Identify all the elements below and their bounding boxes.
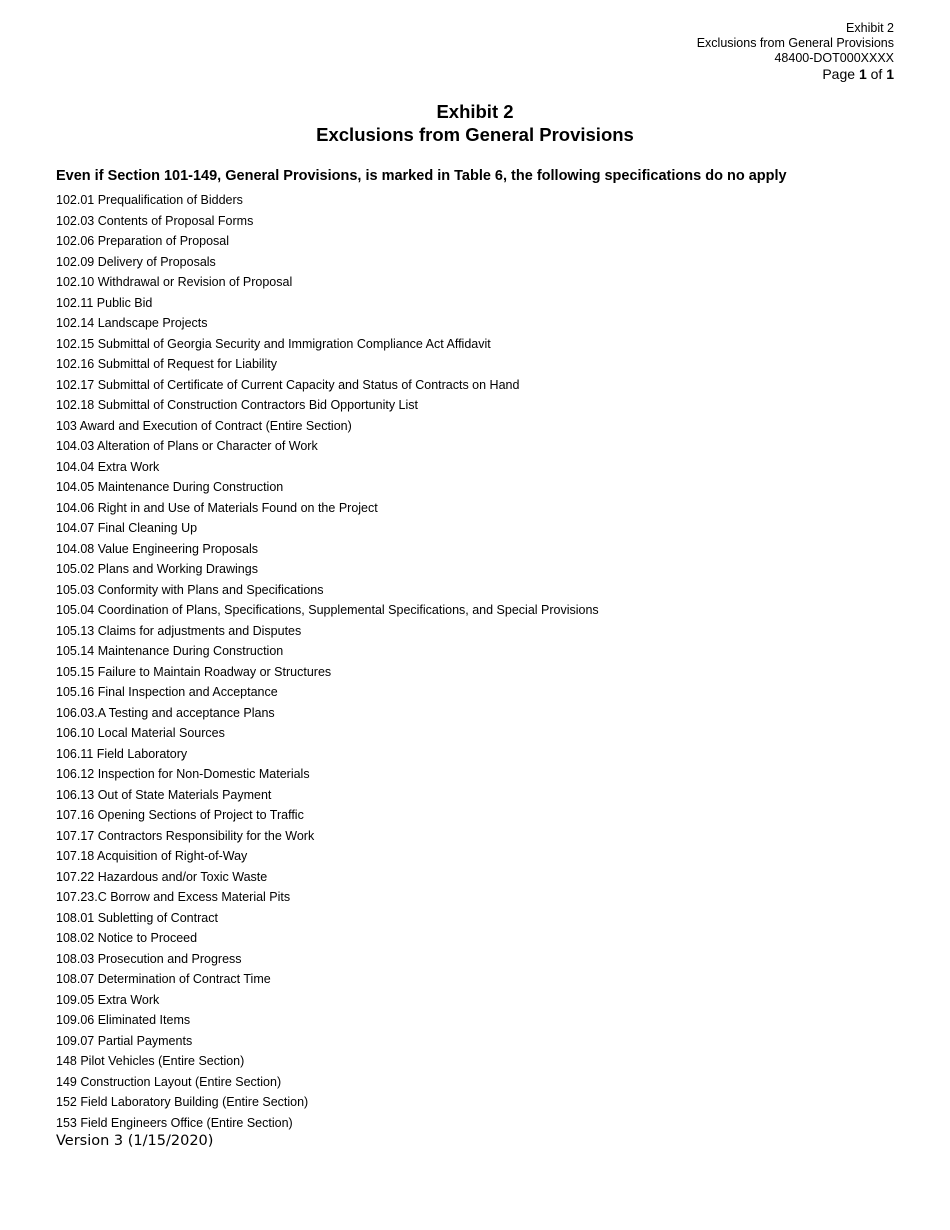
list-item: 105.13 Claims for adjustments and Disputes xyxy=(56,623,302,638)
page-number xyxy=(697,66,894,82)
title-line-1: Exhibit 2 xyxy=(436,101,514,122)
list-item: 104.08 Value Engineering Proposals xyxy=(56,541,258,556)
list-item: 105.04 Coordination of Plans, Specifications, Supplemental Specifications, and Special Provisions xyxy=(56,603,599,617)
list-item: 106.10 Local Material Sources xyxy=(56,726,225,740)
list-item: 105.03 Conformity with Plans and Specifications xyxy=(56,582,324,597)
list-item: 102.16 Submittal of Request for Liability xyxy=(56,357,277,371)
list-item: 109.05 Extra Work xyxy=(56,992,160,1007)
list-item: 102.11 Public Bid xyxy=(56,295,153,310)
list-item: 106.11 Field Laboratory xyxy=(56,746,188,761)
list-item: 102.15 Submittal of Georgia Security and Immigration Compliance Act Affidavit xyxy=(56,336,491,351)
list-item: 102.18 Submittal of Construction Contractors Bid Opportunity List xyxy=(56,398,418,412)
list-item: 106.12 Inspection for Non-Domestic Materials xyxy=(56,767,310,781)
page-header xyxy=(697,21,894,82)
title-line-2: Exclusions from General Provisions xyxy=(316,124,634,145)
header-exhibit: Exhibit 2 xyxy=(846,21,894,35)
list-item: 106.03.A Testing and acceptance Plans xyxy=(56,705,275,720)
list-item: 107.23.C Borrow and Excess Material Pits xyxy=(56,890,291,904)
list-item: 104.04 Extra Work xyxy=(56,459,160,474)
page-total: 1 xyxy=(886,66,894,82)
list-item: 105.16 Final Inspection and Acceptance xyxy=(56,685,278,699)
page-current: 1 xyxy=(858,66,867,82)
list-item: 107.17 Contractors Responsibility for the Work xyxy=(56,828,315,843)
list-item: 109.06 Eliminated Items xyxy=(56,1013,191,1027)
list-item: 107.18 Acquisition of Right-of-Way xyxy=(56,849,248,863)
page-word: Page xyxy=(822,66,856,82)
list-item: 102.06 Preparation of Proposal xyxy=(56,234,230,248)
header-subtitle: Exclusions from General Provisions xyxy=(696,36,894,50)
list-item: 109.07 Partial Payments xyxy=(56,1033,193,1048)
list-item: 104.06 Right in and Use of Materials Found on the Project xyxy=(56,500,378,515)
list-item: 102.17 Submittal of Certificate of Current Capacity and Status of Contracts on Hand xyxy=(56,377,520,392)
header-contract-number: 48400-DOT000XXXX xyxy=(774,51,894,65)
list-item: 152 Field Laboratory Building (Entire Section) xyxy=(56,1095,309,1109)
list-item: 104.07 Final Cleaning Up xyxy=(56,521,198,535)
list-item: 102.03 Contents of Proposal Forms xyxy=(56,213,254,228)
list-item: 105.14 Maintenance During Construction xyxy=(56,644,284,658)
list-item: 107.16 Opening Sections of Project to Traffic xyxy=(56,808,304,822)
version-footer: Version 3 (1/15/2020) xyxy=(56,1133,214,1149)
page-of: of xyxy=(870,66,883,82)
list-item: 108.03 Prosecution and Progress xyxy=(56,951,242,966)
list-item: 102.01 Prequalification of Bidders xyxy=(56,193,243,207)
list-item: 103 Award and Execution of Contract (Entire Section) xyxy=(56,418,352,433)
list-item: 148 Pilot Vehicles (Entire Section) xyxy=(56,1054,245,1068)
section-subheading: Even if Section 101-149, General Provisions, is marked in Table 6, the following specifications do no apply xyxy=(56,168,787,184)
list-item: 105.02 Plans and Working Drawings xyxy=(56,562,258,576)
list-item: 104.03 Alteration of Plans or Character of Work xyxy=(56,439,318,453)
list-item: 106.13 Out of State Materials Payment xyxy=(56,787,272,802)
list-item: 108.02 Notice to Proceed xyxy=(56,931,198,945)
list-item: 108.07 Determination of Contract Time xyxy=(56,972,271,986)
list-item: 105.15 Failure to Maintain Roadway or Structures xyxy=(56,664,332,679)
list-item: 102.09 Delivery of Proposals xyxy=(56,254,216,269)
list-item: 149 Construction Layout (Entire Section) xyxy=(56,1074,282,1089)
list-item: 153 Field Engineers Office (Entire Section) xyxy=(56,1115,293,1130)
exclusions-list xyxy=(56,190,599,1133)
document-title xyxy=(0,100,950,146)
list-item: 107.22 Hazardous and/or Toxic Waste xyxy=(56,869,268,884)
list-item: 102.10 Withdrawal or Revision of Proposal xyxy=(56,275,293,289)
list-item: 104.05 Maintenance During Construction xyxy=(56,480,284,494)
list-item: 102.14 Landscape Projects xyxy=(56,316,208,330)
list-item: 108.01 Subletting of Contract xyxy=(56,910,218,925)
